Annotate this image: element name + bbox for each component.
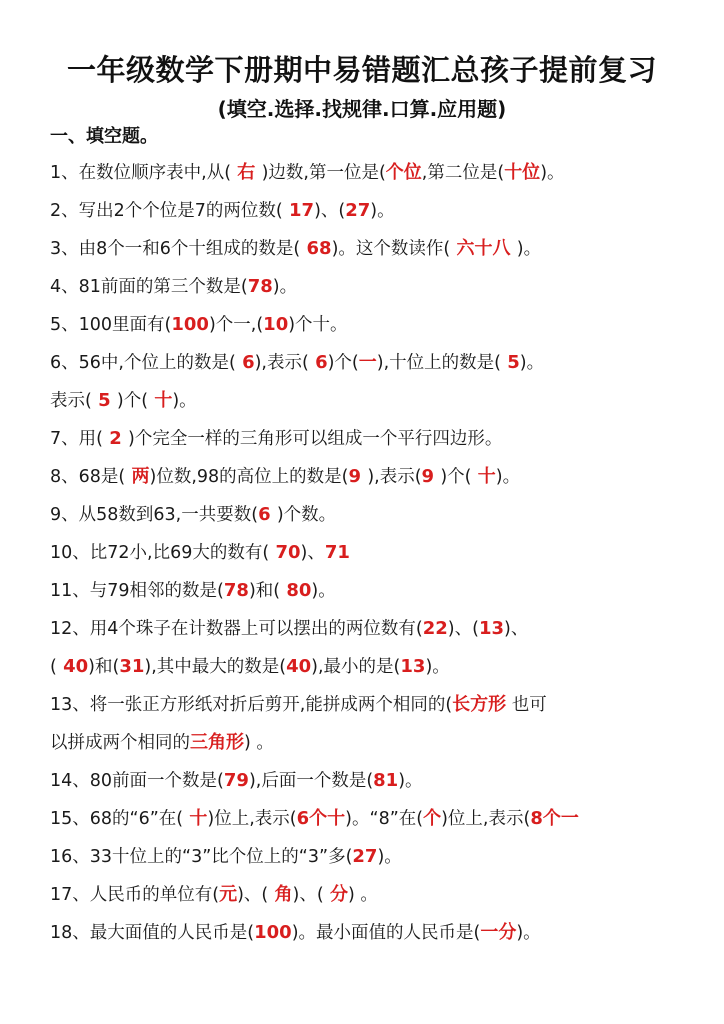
question-text: )。 bbox=[519, 353, 545, 373]
handwritten-answer: 一 bbox=[358, 352, 377, 373]
question-line bbox=[50, 389, 197, 413]
question-text: ( bbox=[50, 657, 57, 677]
question-text: 7、用( bbox=[50, 429, 103, 449]
handwritten-answer: 27 bbox=[352, 846, 378, 867]
handwritten-answer: 十 bbox=[471, 466, 496, 487]
question-line bbox=[50, 693, 547, 717]
question-line bbox=[50, 541, 350, 565]
handwritten-answer: 6 bbox=[235, 352, 255, 373]
question-line bbox=[50, 427, 502, 451]
handwritten-answer: 一分 bbox=[480, 922, 517, 943]
question-text: ),表示( bbox=[254, 353, 309, 373]
handwritten-answer: 31 bbox=[119, 656, 145, 677]
handwritten-answer: 6 bbox=[258, 504, 277, 525]
question-line bbox=[50, 731, 274, 755]
handwritten-answer: 元 bbox=[219, 884, 238, 905]
handwritten-answer: 6个十 bbox=[296, 808, 346, 829]
question-text: )个完全一样的三角形可以组成一个平行四边形。 bbox=[128, 429, 503, 449]
question-text: )、( bbox=[237, 885, 269, 905]
handwritten-answer: 角 bbox=[268, 884, 293, 905]
question-text: 8、68是( bbox=[50, 467, 126, 487]
handwritten-answer: 68 bbox=[300, 238, 332, 259]
question-text: )、( bbox=[292, 885, 324, 905]
question-text: 12、用4个珠子在计数器上可以摆出的两位数有( bbox=[50, 619, 423, 639]
question-text: 11、与79相邻的数是( bbox=[50, 581, 224, 601]
handwritten-answer: 79 bbox=[223, 770, 249, 791]
question-line bbox=[50, 807, 579, 831]
question-text: )个( bbox=[440, 467, 472, 487]
handwritten-answer: 27 bbox=[345, 200, 371, 221]
section-header-fill-in-blank: 一、填空题。 bbox=[50, 126, 158, 147]
question-text: ) 。 bbox=[347, 885, 378, 905]
handwritten-answer: 6 bbox=[308, 352, 328, 373]
handwritten-answer: 71 bbox=[324, 542, 350, 563]
question-text: )和( bbox=[88, 657, 120, 677]
question-text: )边数,第一位是( bbox=[261, 163, 386, 183]
question-text: 17、人民币的单位有( bbox=[50, 885, 220, 905]
question-text: 1、在数位顺序表中,从( bbox=[50, 163, 232, 183]
question-line bbox=[50, 655, 450, 679]
handwritten-answer: 右 bbox=[231, 162, 262, 183]
handwritten-answer: 个位 bbox=[385, 162, 422, 183]
handwritten-answer: 十位 bbox=[504, 162, 541, 183]
question-text: )个一,( bbox=[208, 315, 264, 335]
handwritten-answer: 5 bbox=[91, 390, 117, 411]
question-line bbox=[50, 465, 520, 489]
handwritten-answer: 100 bbox=[171, 314, 209, 335]
question-text: )位上,表示( bbox=[207, 809, 297, 829]
question-line bbox=[50, 883, 378, 907]
question-line bbox=[50, 351, 544, 375]
question-line bbox=[50, 845, 402, 869]
handwritten-answer: 100 bbox=[254, 922, 292, 943]
question-text: 5、100里面有( bbox=[50, 315, 172, 335]
question-line bbox=[50, 921, 541, 945]
question-text: ),表示( bbox=[367, 467, 422, 487]
question-text: ),十位上的数是( bbox=[376, 353, 501, 373]
question-text: 6、56中,个位上的数是( bbox=[50, 353, 236, 373]
question-text: 4、81前面的第三个数是( bbox=[50, 277, 248, 297]
handwritten-answer: 个 bbox=[423, 808, 442, 829]
question-text: )。 bbox=[377, 847, 402, 867]
question-text: 3、由8个一和6个十组成的数是( bbox=[50, 239, 301, 259]
question-line bbox=[50, 617, 528, 641]
document-subtitle: (填空.选择.找规律.口算.应用题) bbox=[217, 97, 507, 121]
question-line bbox=[50, 161, 565, 185]
question-text: )、 bbox=[504, 619, 529, 639]
question-text: )个( bbox=[327, 353, 359, 373]
question-line bbox=[50, 503, 336, 527]
question-text: )。 bbox=[272, 277, 298, 297]
question-text: 13、将一张正方形纸对折后剪开,能拼成两个相同的( bbox=[50, 695, 453, 715]
question-text: )位上,表示( bbox=[441, 809, 531, 829]
question-text: )、( bbox=[314, 201, 346, 221]
question-text: )。 bbox=[311, 581, 336, 601]
question-text: 9、从58数到63,一共要数( bbox=[50, 505, 259, 525]
handwritten-answer: 40 bbox=[56, 656, 89, 677]
question-text: )个数。 bbox=[276, 505, 337, 525]
question-text: )位数,98的高位上的数是( bbox=[149, 467, 349, 487]
question-text: ),最小的是( bbox=[311, 657, 401, 677]
question-text: )。 bbox=[398, 771, 423, 791]
question-text: ),其中最大的数是( bbox=[144, 657, 287, 677]
question-line bbox=[50, 199, 395, 223]
question-text: )和( bbox=[248, 581, 281, 601]
question-text: 2、写出2个个位是7的两位数( bbox=[50, 201, 283, 221]
question-text: )、 bbox=[300, 543, 325, 563]
question-text: 14、80前面一个数是( bbox=[50, 771, 224, 791]
question-text: )。 bbox=[370, 201, 395, 221]
question-text: )。 bbox=[495, 467, 521, 487]
handwritten-answer: 22 bbox=[422, 618, 448, 639]
question-text: )。 bbox=[540, 163, 565, 183]
question-text: )。 bbox=[516, 923, 541, 943]
handwritten-answer: 三角形 bbox=[190, 732, 244, 753]
handwritten-answer: 十 bbox=[148, 390, 173, 411]
document-title: 一年级数学下册期中易错题汇总孩子提前复习 bbox=[66, 53, 657, 87]
handwritten-answer: 10 bbox=[263, 314, 289, 335]
handwritten-answer: 80 bbox=[280, 580, 312, 601]
question-text: ),后面一个数是( bbox=[248, 771, 374, 791]
question-text: 也可 bbox=[506, 695, 547, 715]
question-text: )个( bbox=[116, 391, 149, 411]
question-line bbox=[50, 313, 348, 337]
handwritten-answer: 70 bbox=[269, 542, 301, 563]
handwritten-answer: 81 bbox=[373, 770, 399, 791]
question-text: )。这个数读作( bbox=[331, 239, 451, 259]
question-line bbox=[50, 769, 423, 793]
handwritten-answer: 分 bbox=[323, 884, 348, 905]
question-text: ,第二位是( bbox=[421, 163, 505, 183]
handwritten-answer: 十 bbox=[183, 808, 208, 829]
question-text: )。 bbox=[172, 391, 197, 411]
handwritten-answer: 5 bbox=[500, 352, 520, 373]
handwritten-answer: 9 bbox=[348, 466, 368, 487]
handwritten-answer: 78 bbox=[247, 276, 273, 297]
handwritten-answer: 9 bbox=[421, 466, 441, 487]
question-text: )。 bbox=[425, 657, 450, 677]
handwritten-answer: 17 bbox=[282, 200, 315, 221]
question-text: 15、68的“6”在( bbox=[50, 809, 184, 829]
question-line bbox=[50, 275, 297, 299]
handwritten-answer: 长方形 bbox=[452, 694, 507, 715]
question-line bbox=[50, 237, 541, 261]
question-text: )。最小面值的人民币是( bbox=[291, 923, 481, 943]
question-text: 10、比72小,比69大的数有( bbox=[50, 543, 270, 563]
handwritten-answer: 13 bbox=[478, 618, 505, 639]
handwritten-answer: 8个一 bbox=[530, 808, 579, 829]
question-line bbox=[50, 579, 336, 603]
handwritten-answer: 13 bbox=[400, 656, 426, 677]
question-text: )、( bbox=[447, 619, 479, 639]
question-text: 16、33十位上的“3”比个位上的“3”多( bbox=[50, 847, 353, 867]
handwritten-answer: 两 bbox=[125, 466, 150, 487]
handwritten-answer: 40 bbox=[286, 656, 312, 677]
question-text: )。 bbox=[516, 239, 542, 259]
handwritten-answer: 2 bbox=[102, 428, 129, 449]
question-text: 18、最大面值的人民币是( bbox=[50, 923, 255, 943]
handwritten-answer: 78 bbox=[223, 580, 249, 601]
handwritten-answer: 六十八 bbox=[450, 238, 517, 259]
question-text: 表示( bbox=[50, 391, 92, 411]
question-text: )个十。 bbox=[288, 315, 348, 335]
question-text: ) 。 bbox=[244, 733, 274, 753]
question-text: )。“8”在( bbox=[345, 809, 424, 829]
question-text: 以拼成两个相同的 bbox=[50, 733, 190, 753]
